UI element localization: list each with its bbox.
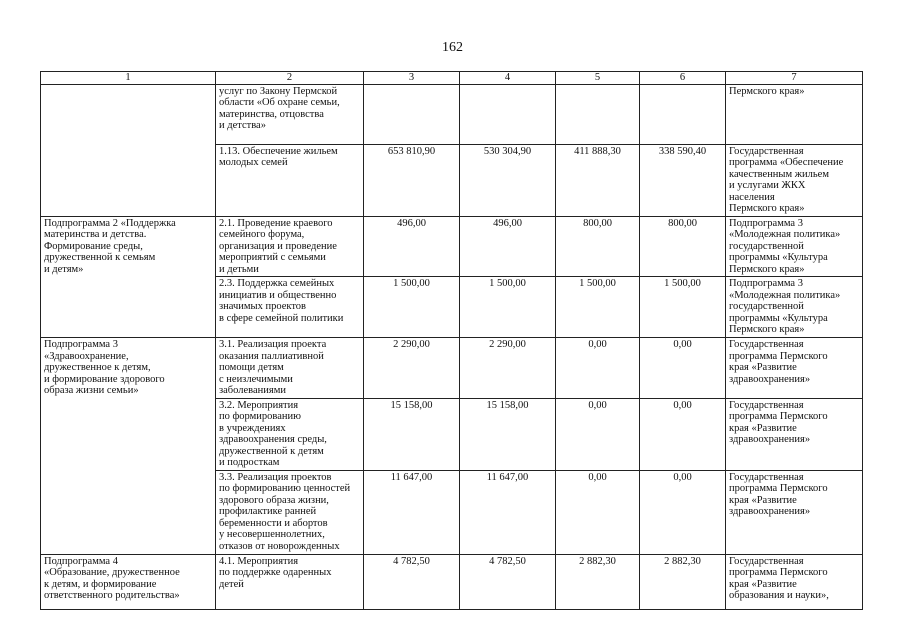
- subprogram-cell: Подпрограмма 2 «Поддержка материнства и детства. Формирование среды, дружественной к семьям и детям»: [41, 216, 216, 338]
- value-cell: 0,00: [640, 470, 726, 554]
- header-col-7: 7: [726, 72, 863, 85]
- page-number: 162: [442, 40, 463, 55]
- value-cell: [640, 84, 726, 144]
- value-cell: 2 882,30: [640, 554, 726, 609]
- table-row: [41, 554, 863, 609]
- header-col-5: 5: [556, 72, 640, 85]
- value-cell: 4 782,50: [364, 554, 460, 609]
- header-col-3: 3: [364, 72, 460, 85]
- subprogram-cell: Подпрограмма 4 «Образование, дружественное к детям, и формирование ответственного родительства»: [41, 554, 216, 609]
- value-cell: 0,00: [640, 338, 726, 399]
- value-cell: 496,00: [364, 216, 460, 277]
- program-cell: Государственная программа Пермского края «Развитие здравоохранения»: [726, 398, 863, 470]
- value-cell: 496,00: [460, 216, 556, 277]
- value-cell: 1 500,00: [364, 277, 460, 338]
- activity-cell: 3.3. Реализация проектов по формированию ценностей здорового образа жизни, профилактике ранней беременности и абортов у несовершеннолетних, отказов от новорожденных: [216, 470, 364, 554]
- program-cell: Государственная программа Пермского края «Развитие здравоохранения»: [726, 338, 863, 399]
- activity-cell: 2.3. Поддержка семейных инициатив и общественно значимых проектов в сфере семейной политики: [216, 277, 364, 338]
- activity-cell: 1.13. Обеспечение жильем молодых семей: [216, 144, 364, 216]
- value-cell: 338 590,40: [640, 144, 726, 216]
- value-cell: 411 888,30: [556, 144, 640, 216]
- subprogram-cell: [41, 84, 216, 216]
- value-cell: 11 647,00: [364, 470, 460, 554]
- table-row: [41, 216, 863, 277]
- value-cell: 2 290,00: [460, 338, 556, 399]
- activity-cell: услуг по Закону Пермской области «Об охране семьи, материнства, отцовства и детства»: [216, 84, 364, 144]
- value-cell: 2 882,30: [556, 554, 640, 609]
- program-table: [40, 71, 863, 610]
- value-cell: 11 647,00: [460, 470, 556, 554]
- table-header-row: [41, 72, 863, 85]
- value-cell: 0,00: [556, 338, 640, 399]
- program-cell: Государственная программа «Обеспечение качественным жильем и услугами ЖКХ населения Пермского края»: [726, 144, 863, 216]
- value-cell: 1 500,00: [640, 277, 726, 338]
- value-cell: 2 290,00: [364, 338, 460, 399]
- table-row: [41, 84, 863, 144]
- value-cell: 0,00: [556, 398, 640, 470]
- header-col-6: 6: [640, 72, 726, 85]
- value-cell: 530 304,90: [460, 144, 556, 216]
- program-cell: Пермского края»: [726, 84, 863, 144]
- value-cell: 0,00: [640, 398, 726, 470]
- program-cell: Государственная программа Пермского края «Развитие здравоохранения»: [726, 470, 863, 554]
- header-col-1: 1: [41, 72, 216, 85]
- activity-cell: 3.2. Мероприятия по формированию в учреждениях здравоохранения среды, дружественной к детям и подросткам: [216, 398, 364, 470]
- value-cell: 653 810,90: [364, 144, 460, 216]
- value-cell: 15 158,00: [460, 398, 556, 470]
- value-cell: 800,00: [640, 216, 726, 277]
- header-col-4: 4: [460, 72, 556, 85]
- value-cell: 800,00: [556, 216, 640, 277]
- table-row: [41, 338, 863, 399]
- activity-cell: 4.1. Мероприятия по поддержке одаренных детей: [216, 554, 364, 609]
- header-col-2: 2: [216, 72, 364, 85]
- activity-cell: 2.1. Проведение краевого семейного форума, организация и проведение мероприятий с семьями и детьми: [216, 216, 364, 277]
- value-cell: 1 500,00: [460, 277, 556, 338]
- value-cell: [364, 84, 460, 144]
- program-cell: Подпрограмма 3 «Молодежная политика» государственной программы «Культура Пермского края»: [726, 216, 863, 277]
- value-cell: 1 500,00: [556, 277, 640, 338]
- value-cell: [556, 84, 640, 144]
- program-cell: Государственная программа Пермского края «Развитие образования и науки»,: [726, 554, 863, 609]
- value-cell: 15 158,00: [364, 398, 460, 470]
- program-cell: Подпрограмма 3 «Молодежная политика» государственной программы «Культура Пермского края»: [726, 277, 863, 338]
- activity-cell: 3.1. Реализация проекта оказания паллиативной помощи детям с неизлечимыми заболеваниями: [216, 338, 364, 399]
- value-cell: [460, 84, 556, 144]
- value-cell: 0,00: [556, 470, 640, 554]
- value-cell: 4 782,50: [460, 554, 556, 609]
- subprogram-cell: Подпрограмма 3 «Здравоохранение, дружественное к детям, и формирование здорового образа жизни семьи»: [41, 338, 216, 555]
